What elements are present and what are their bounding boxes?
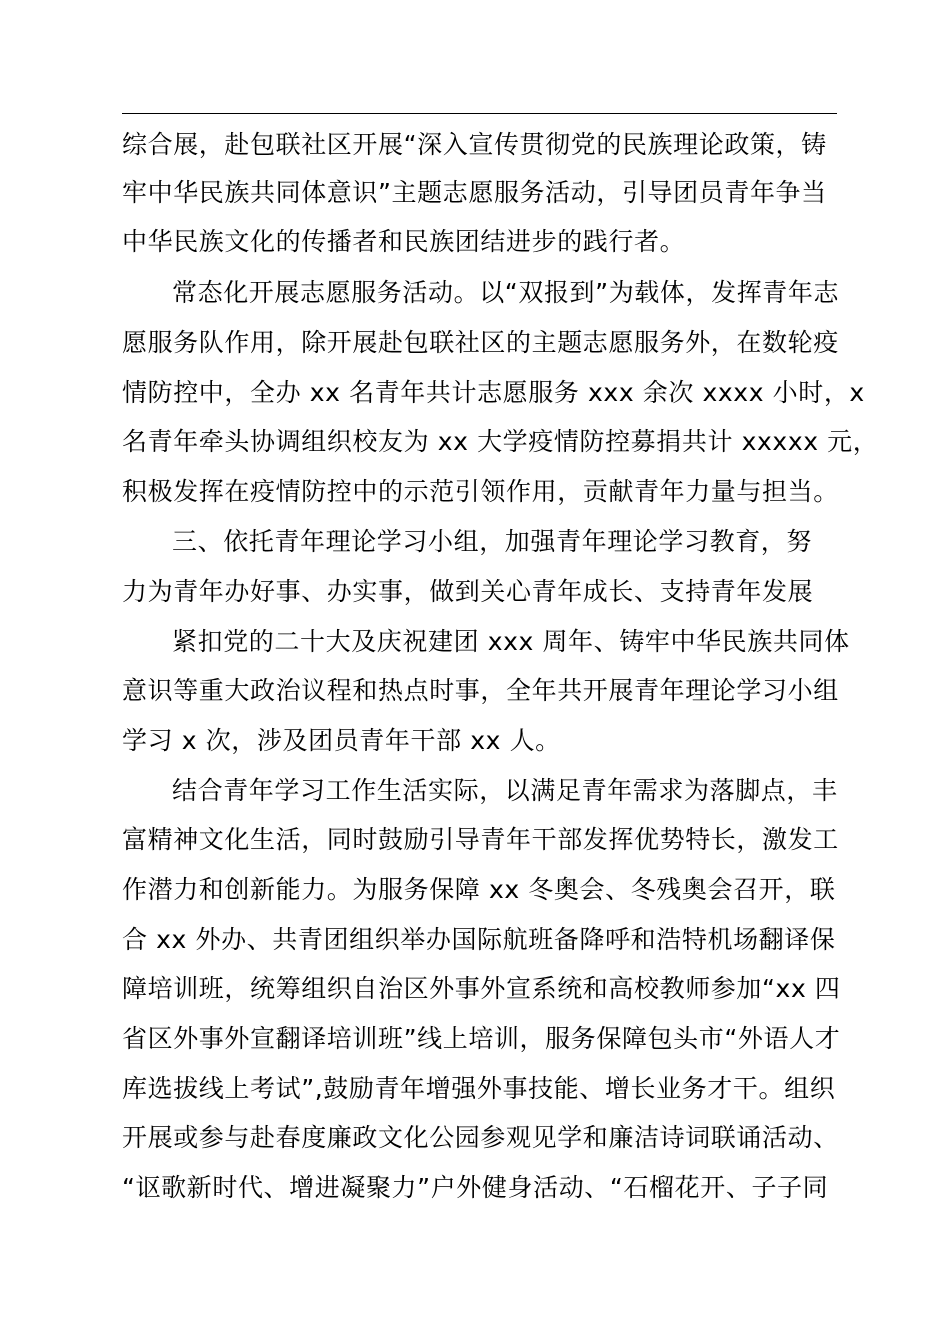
text-line: 省区外事外宣翻译培训班”线上培训，服务保障包头市“外语人才	[122, 1024, 841, 1053]
text-line: 情防控中，全办 xx 名青年共计志愿服务 xxx 余次 xxxx 小时，x	[122, 378, 865, 407]
paragraph-start-line: 紧扣党的二十大及庆祝建团 xxx 周年、铸牢中华民族共同体	[172, 627, 850, 656]
section-heading-line: 三、依托青年理论学习小组，加强青年理论学习教育，努	[172, 527, 813, 556]
text-line: 富精神文化生活，同时鼓励引导青年干部发挥优势特长，激发工	[122, 825, 839, 854]
text-line: 库选拔线上考试”,鼓励青年增强外事技能、增长业务才干。组织	[122, 1074, 836, 1103]
text-line: 综合展，赴包联社区开展“深入宣传贯彻党的民族理论政策，铸	[122, 130, 827, 159]
text-line: 开展或参与赴春度廉政文化公园参观见学和廉洁诗词联诵活动、	[122, 1123, 839, 1152]
paragraph-start-line: 结合青年学习工作生活实际，以满足青年需求为落脚点，丰	[172, 776, 838, 805]
text-line: “讴歌新时代、增进凝聚力”户外健身活动、“石榴花开、子子同	[122, 1173, 829, 1202]
header-rule	[122, 113, 837, 114]
text-line: 愿服务队作用，除开展赴包联社区的主题志愿服务外，在数轮疫	[122, 328, 839, 357]
text-line: 名青年牵头协调组织校友为 xx 大学疫情防控募捐共计 xxxxx 元，	[122, 427, 879, 456]
text-line: 学习 x 次，涉及团员青年干部 xx 人。	[122, 726, 561, 755]
text-line: 意识等重大政治议程和热点时事，全年共开展青年理论学习小组	[122, 676, 839, 705]
text-line: 积极发挥在疫情防控中的示范引领作用，贡献青年力量与担当。	[122, 477, 839, 506]
section-heading-line: 力为青年办好事、办实事，做到关心青年成长、支持青年发展	[122, 577, 814, 606]
text-line: 合 xx 外办、共青团组织举办国际航班备降呼和浩特机场翻译保	[122, 925, 836, 954]
text-line: 牢中华民族共同体意识”主题志愿服务活动，引导团员青年争当	[122, 178, 827, 207]
text-line: 中华民族文化的传播者和民族团结进步的践行者。	[122, 227, 686, 256]
paragraph-start-line: 常态化开展志愿服务活动。以“双报到”为载体，发挥青年志	[172, 278, 840, 307]
text-line: 作潜力和创新能力。为服务保障 xx 冬奥会、冬残奥会召开，联	[122, 875, 836, 904]
text-line: 障培训班，统筹组织自治区外事外宣系统和高校教师参加“xx 四	[122, 974, 841, 1003]
